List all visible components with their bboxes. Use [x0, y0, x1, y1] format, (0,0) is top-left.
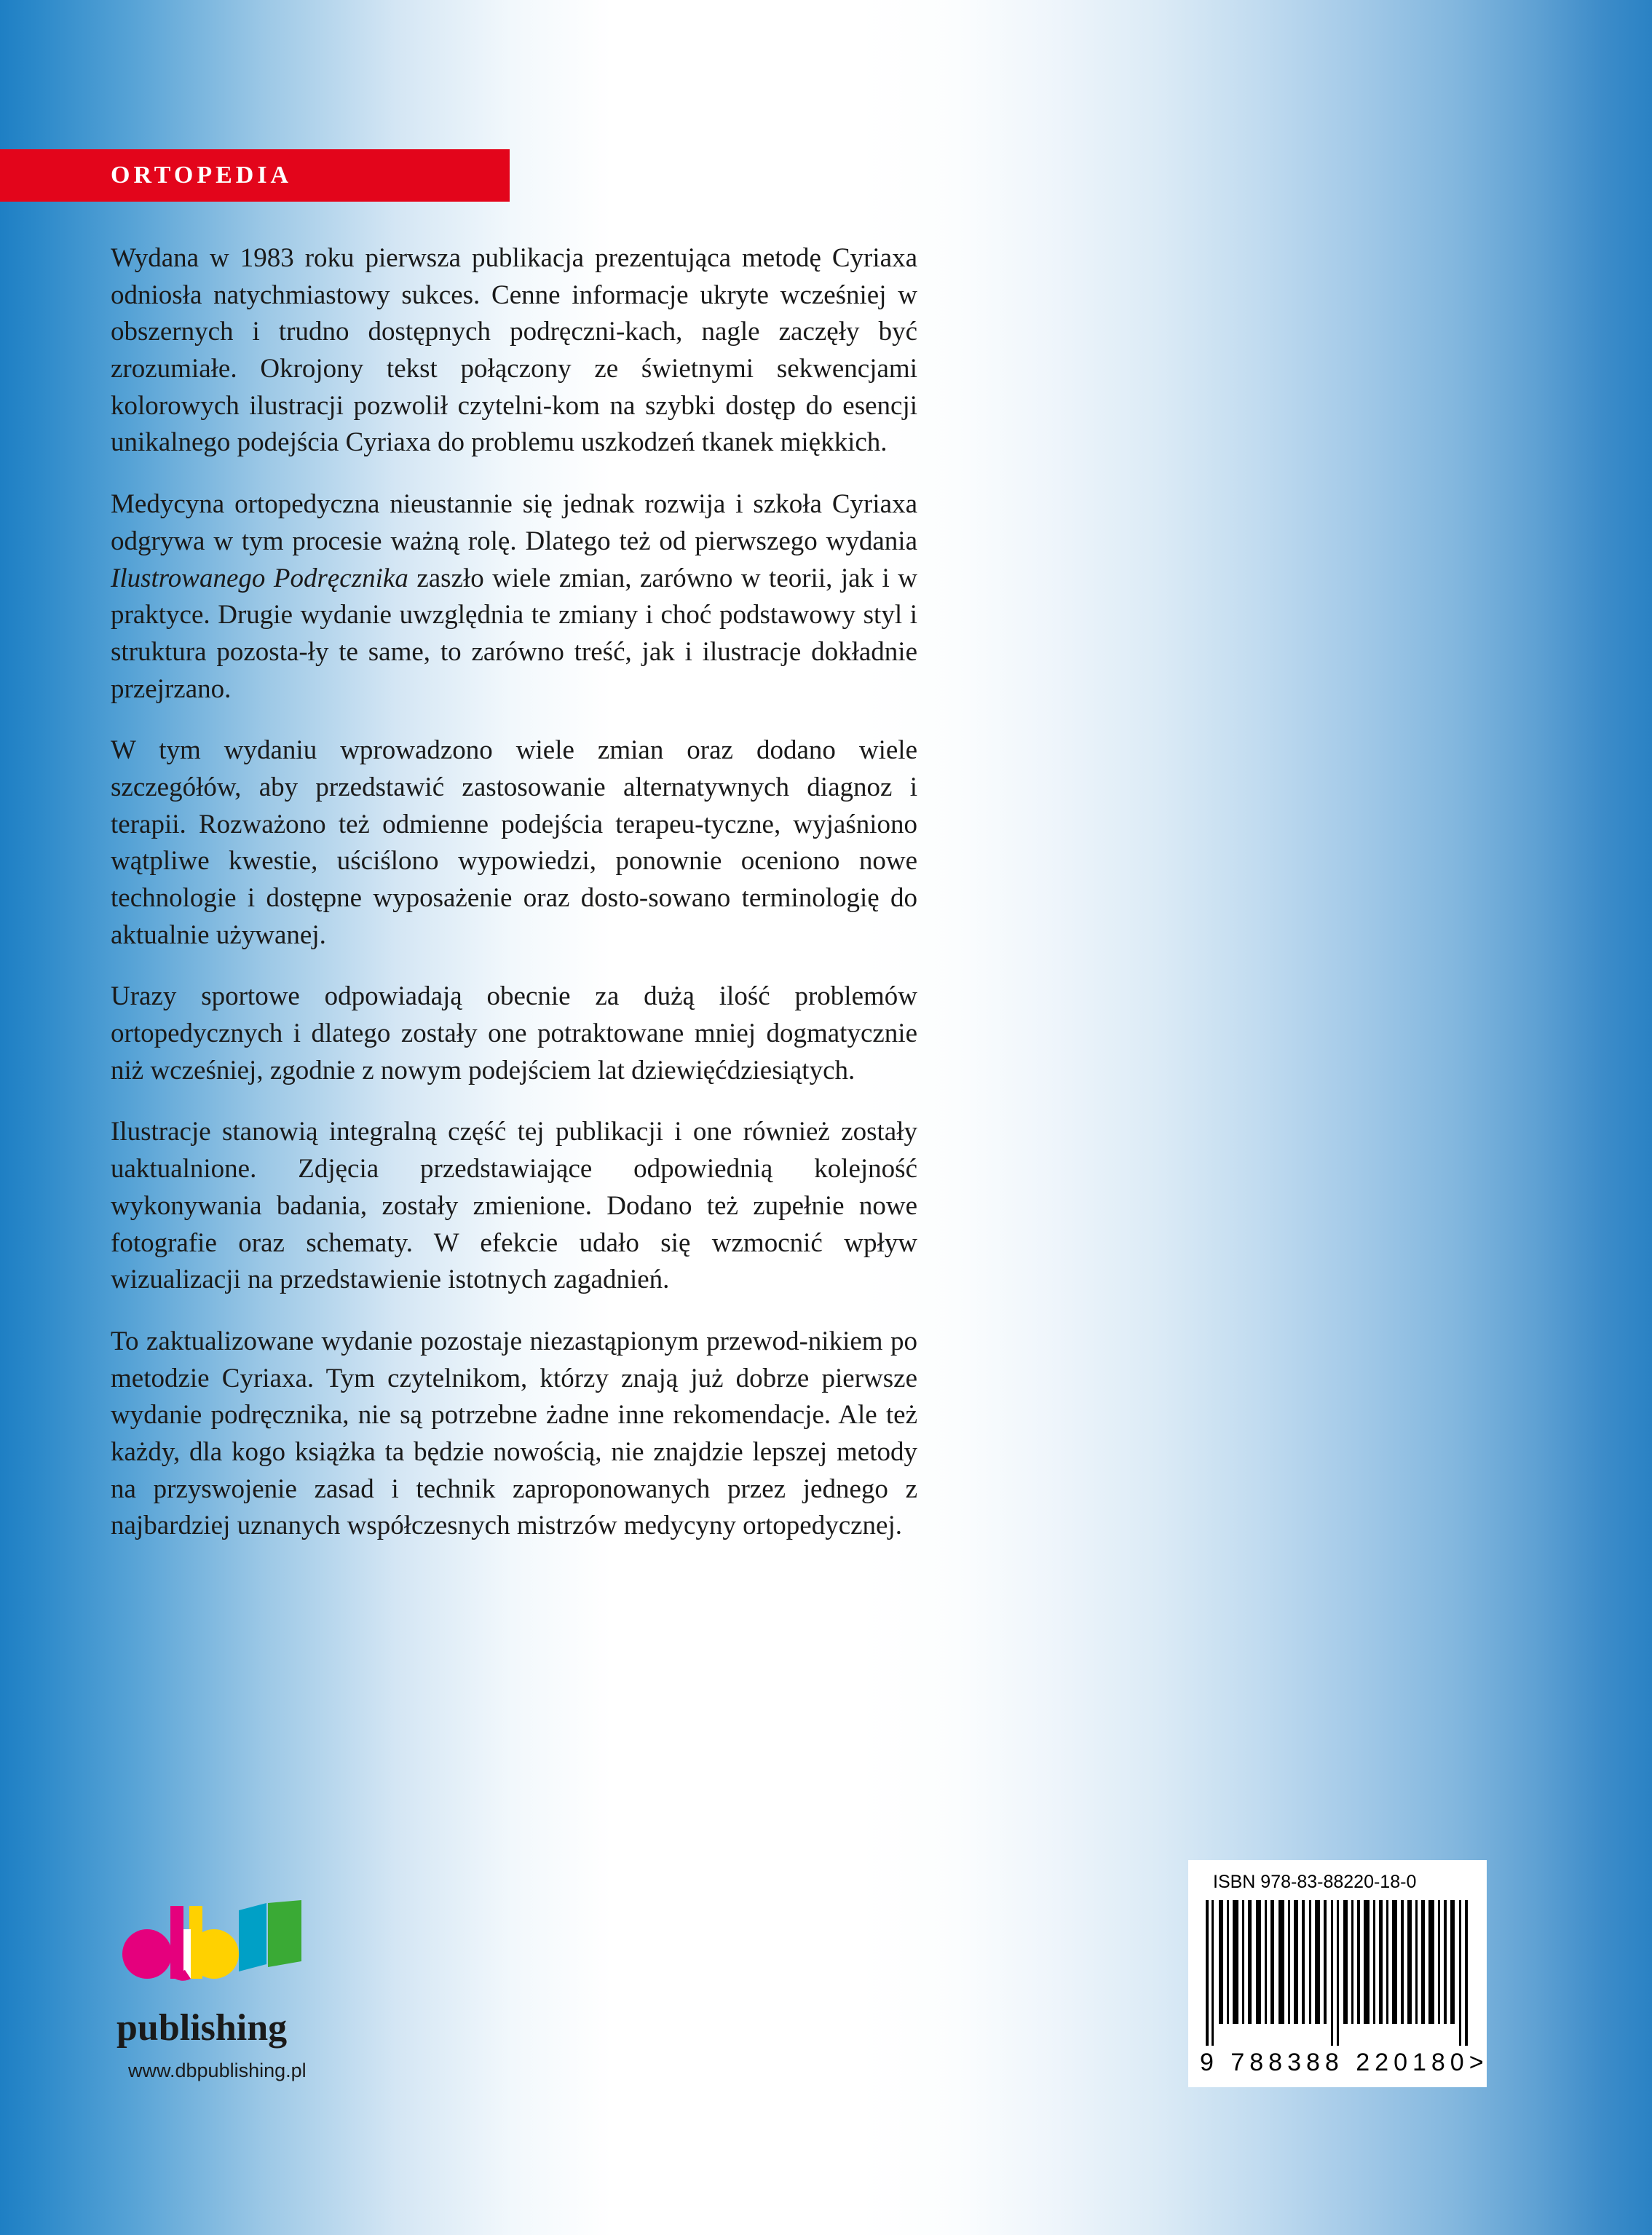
blurb-paragraph-3: W tym wydaniu wprowadzono wiele zmian oraz dodano wiele szczegółów, aby przedstawić zastosowanie alternatywnych diagnoz i terapii. Rozważono też odmienne podejścia terapeu-tyczne, wyjaśniono wątpliwe kwestie, uściślono wypowiedzi, ponownie oceniono nowe technologie i dostępne wyposażenie oraz dosto-sowano terminologię do aktualnie używanej.: [111, 735, 917, 950]
blurb-paragraph-1: Wydana w 1983 roku pierwsza publikacja prezentująca metodę Cyriaxa odniosła natychmiastowy sukces. Cenne informacje ukryte wcześniej w obszernych i trudno dostępnych podręczni-kach, nagle zaczęły być zrozumiałe. Okrojony tekst połączony ze świetnymi sekwencjami kolorowych ilustracji pozwolił czytelni-kom na szybki dostęp do esencji unikalnego podejścia Cyriaxa do problemu uszkodzeń tkanek miękkich.: [111, 243, 917, 458]
blurb-paragraph-6: To zaktualizowane wydanie pozostaje niezastąpionym przewod-nikiem po metodzie Cyriaxa. Tym czytelnikom, którzy znają już dobrze pierwsze wydanie podręcznika, nie są potrzebne żadne inne rekomendacje. Ale też każdy, dla kogo książka ta będzie nowością, nie znajdzie lepszej metody na przyswojenie zasad i technik zaproponowanych przez jednego z najbardziej uznanych współczesnych mistrzów medycyny ortopedycznej.: [111, 1326, 917, 1541]
publisher-logo-icon: [116, 1900, 335, 2002]
barcode-suffix: >: [1469, 2049, 1489, 2076]
blurb-paragraph-5: Ilustracje stanowią integralną część tej publikacji i one również zostały uaktualnione. Zdjęcia przedstawiające odpowiednią kolejność wykonywania badania, zostały zmienione. Dodano też zupełnie nowe fotografie oraz schematy. W efekcie udało się wzmocnić wpływ wizualizacji na przedstawienie istotnych zagadnień.: [111, 1117, 917, 1295]
barcode-icon: [1203, 1900, 1472, 2046]
isbn-number: ISBN 978-83-88220-18-0: [1213, 1872, 1417, 1892]
blurb-paragraph-4: Urazy sportowe odpowiadają obecnie za dużą ilość problemów ortopedycznych i dlatego zostały one potraktowane mniej dogmatycznie niż wcześniej, zgodnie z nowym podejściem lat dziewięćdziesiątych.: [111, 981, 917, 1085]
blurb-paragraph-2-text: Medycyna ortopedyczna nieustannie się jednak rozwija i szkoła Cyriaxa odgrywa w tym procesie ważną rolę. Dlatego też od pierwszego wydania Ilustrowanego Podręcznika zaszło wiele zmian, zarówno w teorii, jak i w praktyce. Drugie wydanie uwzględnia te zmiany i choć podstawowy styl i struktura pozosta-ły te same, to zarówno treść, jak i ilustracje dokładnie przejrzano.: [111, 489, 917, 704]
barcode-digits-value: 9 788388 220180: [1200, 2049, 1469, 2076]
category-label: ORTOPEDIA: [111, 162, 293, 189]
blurb-italic-title: Ilustrowanego Podręcznika: [111, 563, 408, 593]
isbn-barcode-block: [1188, 1860, 1487, 2087]
publisher-url[interactable]: www.dbpublishing.pl: [128, 2060, 307, 2081]
blurb-paragraph-2: [111, 486, 917, 708]
blurb-text-block: [111, 240, 917, 1570]
publisher-name: publishing: [116, 2007, 288, 2049]
publisher-block: [116, 1900, 379, 2082]
barcode-digits: [1200, 2049, 1489, 2077]
